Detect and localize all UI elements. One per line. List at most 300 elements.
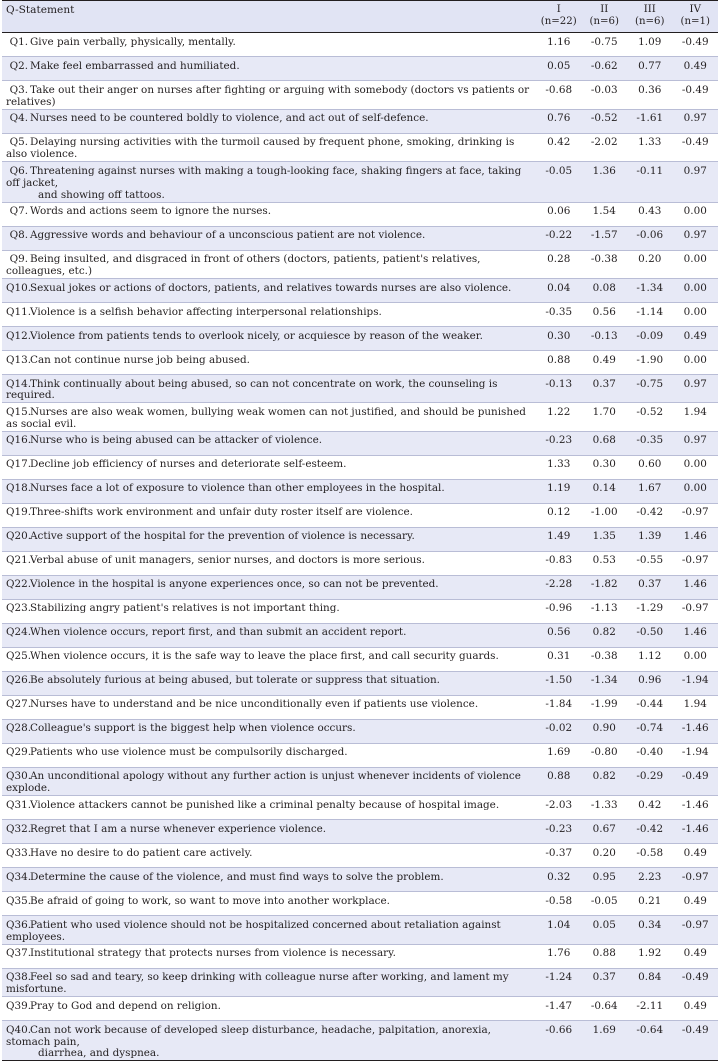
table-row xyxy=(2,671,718,695)
header-group-ii xyxy=(582,1,628,33)
value-group-i: -0.23 xyxy=(536,431,582,455)
value-group-i: 0.05 xyxy=(536,57,582,81)
value-group-ii: -0.80 xyxy=(582,743,628,767)
value-group-ii: 0.90 xyxy=(582,719,628,743)
statement-id: Q22. xyxy=(6,578,32,591)
statement-cell xyxy=(2,623,536,647)
value-group-i: -2.03 xyxy=(536,796,582,820)
group-label: III xyxy=(643,4,656,15)
statement-id: Q3. xyxy=(9,83,28,96)
statement-id: Q6. xyxy=(9,164,28,177)
header-group-iii xyxy=(627,1,673,33)
statement-text: Three-shifts work environment and unfair duty roster itself are violence. xyxy=(30,506,413,519)
value-group-i: -0.35 xyxy=(536,303,582,327)
value-group-ii: -0.38 xyxy=(582,647,628,671)
statement-id: Q20. xyxy=(6,530,32,543)
value-group-iii: 1.67 xyxy=(627,479,673,503)
value-group-i: -0.23 xyxy=(536,820,582,844)
value-group-iv: 1.46 xyxy=(673,575,719,599)
statement-cell xyxy=(2,375,536,403)
value-group-iv: -0.97 xyxy=(673,916,719,944)
value-group-iii: 1.92 xyxy=(627,944,673,968)
value-group-iv: 0.97 xyxy=(673,162,719,202)
table-row xyxy=(2,868,718,892)
statement-cell xyxy=(2,33,536,57)
statement-text: An unconditional apology without any further action is unjust whenever incidents of violence explode. xyxy=(6,770,521,795)
value-group-iv: 0.97 xyxy=(673,109,719,133)
statement-id: Q1. xyxy=(9,35,28,48)
value-group-i: 1.33 xyxy=(536,455,582,479)
value-group-iv: 0.00 xyxy=(673,479,719,503)
value-group-iii: -1.14 xyxy=(627,303,673,327)
statement-text: Take out their anger on nurses after fighting or arguing with somebody (doctors vs patients or relatives) xyxy=(6,83,530,108)
value-group-iii: -0.42 xyxy=(627,503,673,527)
statement-text: Patient who used violence should not be hospitalized concerned about retaliation against employees. xyxy=(6,918,501,943)
value-group-iii: 1.12 xyxy=(627,647,673,671)
statement-id: Q30. xyxy=(6,770,32,783)
value-group-ii: 1.70 xyxy=(582,403,628,431)
table-row xyxy=(2,327,718,351)
table-row xyxy=(2,623,718,647)
statement-id: Q25. xyxy=(6,650,32,663)
table-row xyxy=(2,575,718,599)
statement-text: Delaying nursing activities with the turmoil caused by frequent phone, smoking, drinking is also violence. xyxy=(6,136,515,161)
statement-text: Decline job efficiency of nurses and deteriorate self-esteem. xyxy=(30,458,347,471)
statement-id: Q13. xyxy=(6,353,32,366)
value-group-iii: 0.60 xyxy=(627,455,673,479)
value-group-ii: 1.69 xyxy=(582,1021,628,1061)
value-group-ii: -1.82 xyxy=(582,575,628,599)
value-group-iv: 1.46 xyxy=(673,527,719,551)
value-group-i: 0.32 xyxy=(536,868,582,892)
statement-id: Q10. xyxy=(6,281,32,294)
value-group-iv: 0.00 xyxy=(673,351,719,375)
statement-cell xyxy=(2,695,536,719)
statement-id: Q34. xyxy=(6,870,32,883)
value-group-iv: -1.46 xyxy=(673,719,719,743)
value-group-iv: -0.49 xyxy=(673,767,719,795)
statement-cell xyxy=(2,820,536,844)
statement-id: Q29. xyxy=(6,746,32,759)
value-group-iv: 0.97 xyxy=(673,431,719,455)
statement-id: Q40. xyxy=(6,1023,32,1036)
value-group-ii: 0.08 xyxy=(582,279,628,303)
value-group-ii: 0.49 xyxy=(582,351,628,375)
value-group-iv: 0.00 xyxy=(673,279,719,303)
statement-cell xyxy=(2,527,536,551)
value-group-iv: 0.00 xyxy=(673,250,719,278)
table-row xyxy=(2,202,718,226)
value-group-iv: -1.46 xyxy=(673,796,719,820)
statement-id: Q5. xyxy=(9,136,28,149)
statement-text: Words and actions seem to ignore the nurses. xyxy=(30,205,272,218)
table-row xyxy=(2,479,718,503)
value-group-ii: -1.33 xyxy=(582,796,628,820)
value-group-iii: -1.29 xyxy=(627,599,673,623)
value-group-ii: 0.82 xyxy=(582,767,628,795)
value-group-iii: 2.23 xyxy=(627,868,673,892)
value-group-iv: -0.49 xyxy=(673,33,719,57)
value-group-i: 0.06 xyxy=(536,202,582,226)
statement-cell xyxy=(2,403,536,431)
value-group-iii: 0.43 xyxy=(627,202,673,226)
value-group-ii: 0.68 xyxy=(582,431,628,455)
statement-cell xyxy=(2,162,536,202)
value-group-i: -1.50 xyxy=(536,671,582,695)
statement-id: Q18. xyxy=(6,482,32,495)
statement-cell xyxy=(2,57,536,81)
statement-id: Q21. xyxy=(6,554,32,567)
value-group-ii: 0.14 xyxy=(582,479,628,503)
statement-text: Verbal abuse of unit managers, senior nurses, and doctors is more serious. xyxy=(30,554,425,567)
header-group-i xyxy=(536,1,582,33)
table-row xyxy=(2,820,718,844)
value-group-iii: -1.90 xyxy=(627,351,673,375)
value-group-i: -0.96 xyxy=(536,599,582,623)
value-group-i: 0.04 xyxy=(536,279,582,303)
value-group-i: 0.30 xyxy=(536,327,582,351)
statement-text: Be afraid of going to work, so want to move into another workplace. xyxy=(30,894,390,907)
value-group-ii: 1.36 xyxy=(582,162,628,202)
statement-text: Nurses need to be countered boldly to violence, and act out of self-defence. xyxy=(30,112,429,125)
value-group-ii: 0.88 xyxy=(582,944,628,968)
table-row xyxy=(2,796,718,820)
value-group-ii: -0.64 xyxy=(582,997,628,1021)
value-group-i: 1.19 xyxy=(536,479,582,503)
table-row xyxy=(2,647,718,671)
table-row xyxy=(2,968,718,996)
statement-text: Nurses are also weak women, bullying weak women can not justified, and should be punished as social evil. xyxy=(6,405,526,430)
statement-id: Q12. xyxy=(6,329,32,342)
statement-cell xyxy=(2,997,536,1021)
statement-cell xyxy=(2,226,536,250)
value-group-ii: -0.13 xyxy=(582,327,628,351)
statement-cell xyxy=(2,968,536,996)
statement-cell xyxy=(2,503,536,527)
value-group-iii: 1.09 xyxy=(627,33,673,57)
statement-id: Q15. xyxy=(6,405,32,418)
value-group-iii: 0.42 xyxy=(627,796,673,820)
statement-text: Regret that I am a nurse whenever experience violence. xyxy=(30,822,327,835)
table-row xyxy=(2,695,718,719)
statement-id: Q19. xyxy=(6,506,32,519)
statement-cell xyxy=(2,351,536,375)
value-group-iv: 0.49 xyxy=(673,892,719,916)
value-group-iii: -0.44 xyxy=(627,695,673,719)
statement-cell xyxy=(2,133,536,161)
value-group-iv: 0.00 xyxy=(673,202,719,226)
statement-cell xyxy=(2,551,536,575)
value-group-iii: -0.42 xyxy=(627,820,673,844)
value-group-iii: -0.09 xyxy=(627,327,673,351)
statement-text: Colleague's support is the biggest help when violence occurs. xyxy=(30,722,356,735)
statement-cell xyxy=(2,1021,536,1061)
table-row xyxy=(2,503,718,527)
value-group-ii: -1.57 xyxy=(582,226,628,250)
value-group-iv: 0.49 xyxy=(673,327,719,351)
value-group-i: -0.83 xyxy=(536,551,582,575)
value-group-i: -0.37 xyxy=(536,844,582,868)
value-group-iv: 0.00 xyxy=(673,303,719,327)
header-group-iv xyxy=(673,1,719,33)
value-group-ii: 0.20 xyxy=(582,844,628,868)
value-group-ii: -0.03 xyxy=(582,81,628,109)
statement-cell xyxy=(2,431,536,455)
value-group-iii: -0.50 xyxy=(627,623,673,647)
statement-cell xyxy=(2,916,536,944)
table-row xyxy=(2,33,718,57)
statement-cell xyxy=(2,575,536,599)
value-group-ii: -1.34 xyxy=(582,671,628,695)
statement-text: Feel so sad and teary, so keep drinking with colleague nurse after working, and lament my misfortune. xyxy=(6,971,509,996)
table-header-row xyxy=(2,1,718,33)
table-row xyxy=(2,719,718,743)
value-group-iii: -0.40 xyxy=(627,743,673,767)
statement-cell xyxy=(2,892,536,916)
statement-id: Q8. xyxy=(9,229,28,242)
statement-text: When violence occurs, report first, and than submit an accident report. xyxy=(30,626,407,639)
statement-id: Q14. xyxy=(6,377,32,390)
value-group-i: 0.56 xyxy=(536,623,582,647)
value-group-iii: -0.64 xyxy=(627,1021,673,1061)
statement-text: Stabilizing angry patient's relatives is not important thing. xyxy=(30,602,340,615)
table-row xyxy=(2,944,718,968)
statement-text: Nurses face a lot of exposure to violence than other employees in the hospital. xyxy=(30,482,445,495)
value-group-iii: 1.39 xyxy=(627,527,673,551)
statement-text: Can not work because of developed sleep disturbance, headache, palpitation, anorexia, stomach pain, xyxy=(6,1023,491,1048)
statement-text: Give pain verbally, physically, mentally. xyxy=(30,35,236,48)
value-group-iv: 0.97 xyxy=(673,226,719,250)
table-row xyxy=(2,403,718,431)
statement-id: Q2. xyxy=(9,59,28,72)
statement-id: Q38. xyxy=(6,971,32,984)
statement-cell xyxy=(2,844,536,868)
statement-cell xyxy=(2,647,536,671)
table-row xyxy=(2,303,718,327)
statement-cell xyxy=(2,479,536,503)
value-group-ii: -1.99 xyxy=(582,695,628,719)
value-group-iv: -0.49 xyxy=(673,81,719,109)
table-row xyxy=(2,81,718,109)
statement-cell xyxy=(2,743,536,767)
value-group-ii: 0.82 xyxy=(582,623,628,647)
statement-cell xyxy=(2,719,536,743)
group-n: (n=6) xyxy=(589,15,620,27)
value-group-iv: -0.49 xyxy=(673,133,719,161)
value-group-ii: 1.54 xyxy=(582,202,628,226)
table-row xyxy=(2,250,718,278)
value-group-i: -0.68 xyxy=(536,81,582,109)
value-group-iii: -0.29 xyxy=(627,767,673,795)
statement-text: Threatening against nurses with making a tough-looking face, shaking fingers at face, taking off jacket, xyxy=(6,164,522,189)
statement-cell xyxy=(2,202,536,226)
statement-cell xyxy=(2,279,536,303)
value-group-iv: 0.49 xyxy=(673,944,719,968)
value-group-iv: 0.97 xyxy=(673,375,719,403)
value-group-iii: -0.11 xyxy=(627,162,673,202)
table-row xyxy=(2,109,718,133)
value-group-i: 0.88 xyxy=(536,767,582,795)
statement-id: Q33. xyxy=(6,846,32,859)
value-group-i: 1.49 xyxy=(536,527,582,551)
statement-cell xyxy=(2,109,536,133)
table-row xyxy=(2,997,718,1021)
value-group-iv: -0.97 xyxy=(673,599,719,623)
statement-cell xyxy=(2,671,536,695)
value-group-i: -0.22 xyxy=(536,226,582,250)
value-group-iii: -0.74 xyxy=(627,719,673,743)
value-group-ii: -0.75 xyxy=(582,33,628,57)
statement-cell xyxy=(2,455,536,479)
statement-cell xyxy=(2,250,536,278)
statement-text: Violence is a selfish behavior affecting interpersonal relationships. xyxy=(30,305,382,318)
statement-cell xyxy=(2,944,536,968)
value-group-ii: -0.52 xyxy=(582,109,628,133)
value-group-iv: 0.49 xyxy=(673,57,719,81)
value-group-iii: 0.21 xyxy=(627,892,673,916)
value-group-ii: -0.05 xyxy=(582,892,628,916)
value-group-iv: -0.97 xyxy=(673,868,719,892)
value-group-iii: -2.11 xyxy=(627,997,673,1021)
value-group-i: -1.84 xyxy=(536,695,582,719)
group-n: (n=1) xyxy=(680,15,711,27)
table-row xyxy=(2,767,718,795)
statement-id: Q37. xyxy=(6,947,32,960)
table-row xyxy=(2,57,718,81)
value-group-i: 0.76 xyxy=(536,109,582,133)
table-row xyxy=(2,226,718,250)
group-label: II xyxy=(600,4,609,15)
value-group-iii: -0.75 xyxy=(627,375,673,403)
statement-text-continued: diarrhea, and dyspnea. xyxy=(38,1047,160,1060)
statement-id: Q4. xyxy=(9,112,28,125)
value-group-ii: 0.53 xyxy=(582,551,628,575)
value-group-i: 1.69 xyxy=(536,743,582,767)
statement-text: Make feel embarrassed and humiliated. xyxy=(30,59,240,72)
table-row xyxy=(2,916,718,944)
value-group-iv: 1.46 xyxy=(673,623,719,647)
value-group-i: -0.58 xyxy=(536,892,582,916)
table-row xyxy=(2,375,718,403)
table-row xyxy=(2,351,718,375)
statement-cell xyxy=(2,796,536,820)
value-group-i: -0.02 xyxy=(536,719,582,743)
group-n: (n=22) xyxy=(540,15,577,27)
value-group-iii: 0.96 xyxy=(627,671,673,695)
value-group-iii: 1.33 xyxy=(627,133,673,161)
statement-text: Can not continue nurse job being abused. xyxy=(30,353,250,366)
value-group-iv: 0.00 xyxy=(673,647,719,671)
statement-text: Being insulted, and disgraced in front of others (doctors, patients, patient's relatives, colleagues, etc.) xyxy=(6,253,481,278)
statement-id: Q27. xyxy=(6,698,32,711)
value-group-i: 0.12 xyxy=(536,503,582,527)
value-group-iv: -0.49 xyxy=(673,1021,719,1061)
statement-id: Q23. xyxy=(6,602,32,615)
value-group-iii: -0.35 xyxy=(627,431,673,455)
value-group-ii: 0.05 xyxy=(582,916,628,944)
statement-text: Nurse who is being abused can be attacker of violence. xyxy=(30,434,323,447)
statement-id: Q7. xyxy=(9,205,28,218)
table-row xyxy=(2,743,718,767)
value-group-i: -0.05 xyxy=(536,162,582,202)
table-row xyxy=(2,551,718,575)
statement-id: Q28. xyxy=(6,722,32,735)
value-group-iv: -0.97 xyxy=(673,551,719,575)
value-group-iii: 0.36 xyxy=(627,81,673,109)
group-n: (n=6) xyxy=(634,15,665,27)
statement-id: Q11. xyxy=(6,305,32,318)
statement-text: Have no desire to do patient care actively. xyxy=(30,846,253,859)
value-group-iii: 0.34 xyxy=(627,916,673,944)
statement-cell xyxy=(2,599,536,623)
table-row xyxy=(2,133,718,161)
value-group-iv: -1.94 xyxy=(673,743,719,767)
statement-text: Sexual jokes or actions of doctors, patients, and relatives towards nurses are also violence. xyxy=(30,281,512,294)
value-group-i: 0.31 xyxy=(536,647,582,671)
value-group-ii: 0.30 xyxy=(582,455,628,479)
statement-id: Q36. xyxy=(6,918,32,931)
value-group-ii: -0.62 xyxy=(582,57,628,81)
statement-text: Nurses have to understand and be nice unconditionally even if patients use violence. xyxy=(30,698,479,711)
value-group-ii: -0.38 xyxy=(582,250,628,278)
statement-text: Determine the cause of the violence, and must find ways to solve the problem. xyxy=(30,870,444,883)
value-group-ii: 0.56 xyxy=(582,303,628,327)
value-group-ii: -1.13 xyxy=(582,599,628,623)
table-row xyxy=(2,162,718,202)
statement-id: Q35. xyxy=(6,894,32,907)
value-group-iii: 0.84 xyxy=(627,968,673,996)
statement-text: Think continually about being abused, so can not concentrate on work, the counseling is required. xyxy=(6,377,498,402)
statement-id: Q26. xyxy=(6,674,32,687)
value-group-ii: -1.00 xyxy=(582,503,628,527)
value-group-ii: 0.95 xyxy=(582,868,628,892)
value-group-iv: 1.94 xyxy=(673,403,719,431)
statement-id: Q24. xyxy=(6,626,32,639)
header-q-statement: Q-Statement xyxy=(2,1,536,33)
value-group-i: -1.47 xyxy=(536,997,582,1021)
statement-text: Patients who use violence must be compulsorily discharged. xyxy=(30,746,348,759)
value-group-iii: -1.34 xyxy=(627,279,673,303)
statement-cell xyxy=(2,303,536,327)
value-group-iii: 0.37 xyxy=(627,575,673,599)
value-group-iv: -0.97 xyxy=(673,503,719,527)
table-row xyxy=(2,455,718,479)
statement-text: Violence attackers cannot be punished like a criminal penalty because of hospital image. xyxy=(30,798,500,811)
table-row xyxy=(2,431,718,455)
q-statement-table xyxy=(2,0,718,1061)
value-group-i: -0.13 xyxy=(536,375,582,403)
statement-id: Q17. xyxy=(6,458,32,471)
value-group-i: -0.66 xyxy=(536,1021,582,1061)
value-group-iv: 0.49 xyxy=(673,844,719,868)
statement-id: Q39. xyxy=(6,999,32,1012)
statement-text: Institutional strategy that protects nurses from violence is necessary. xyxy=(30,947,396,960)
value-group-i: -2.28 xyxy=(536,575,582,599)
value-group-ii: -2.02 xyxy=(582,133,628,161)
table-row xyxy=(2,527,718,551)
value-group-i: 1.04 xyxy=(536,916,582,944)
statement-id: Q16. xyxy=(6,434,32,447)
value-group-i: 0.28 xyxy=(536,250,582,278)
value-group-iv: -1.46 xyxy=(673,820,719,844)
value-group-i: -1.24 xyxy=(536,968,582,996)
value-group-i: 1.16 xyxy=(536,33,582,57)
value-group-ii: 0.37 xyxy=(582,968,628,996)
value-group-ii: 0.67 xyxy=(582,820,628,844)
group-label: IV xyxy=(689,4,701,15)
value-group-iv: -1.94 xyxy=(673,671,719,695)
statement-id: Q32. xyxy=(6,822,32,835)
